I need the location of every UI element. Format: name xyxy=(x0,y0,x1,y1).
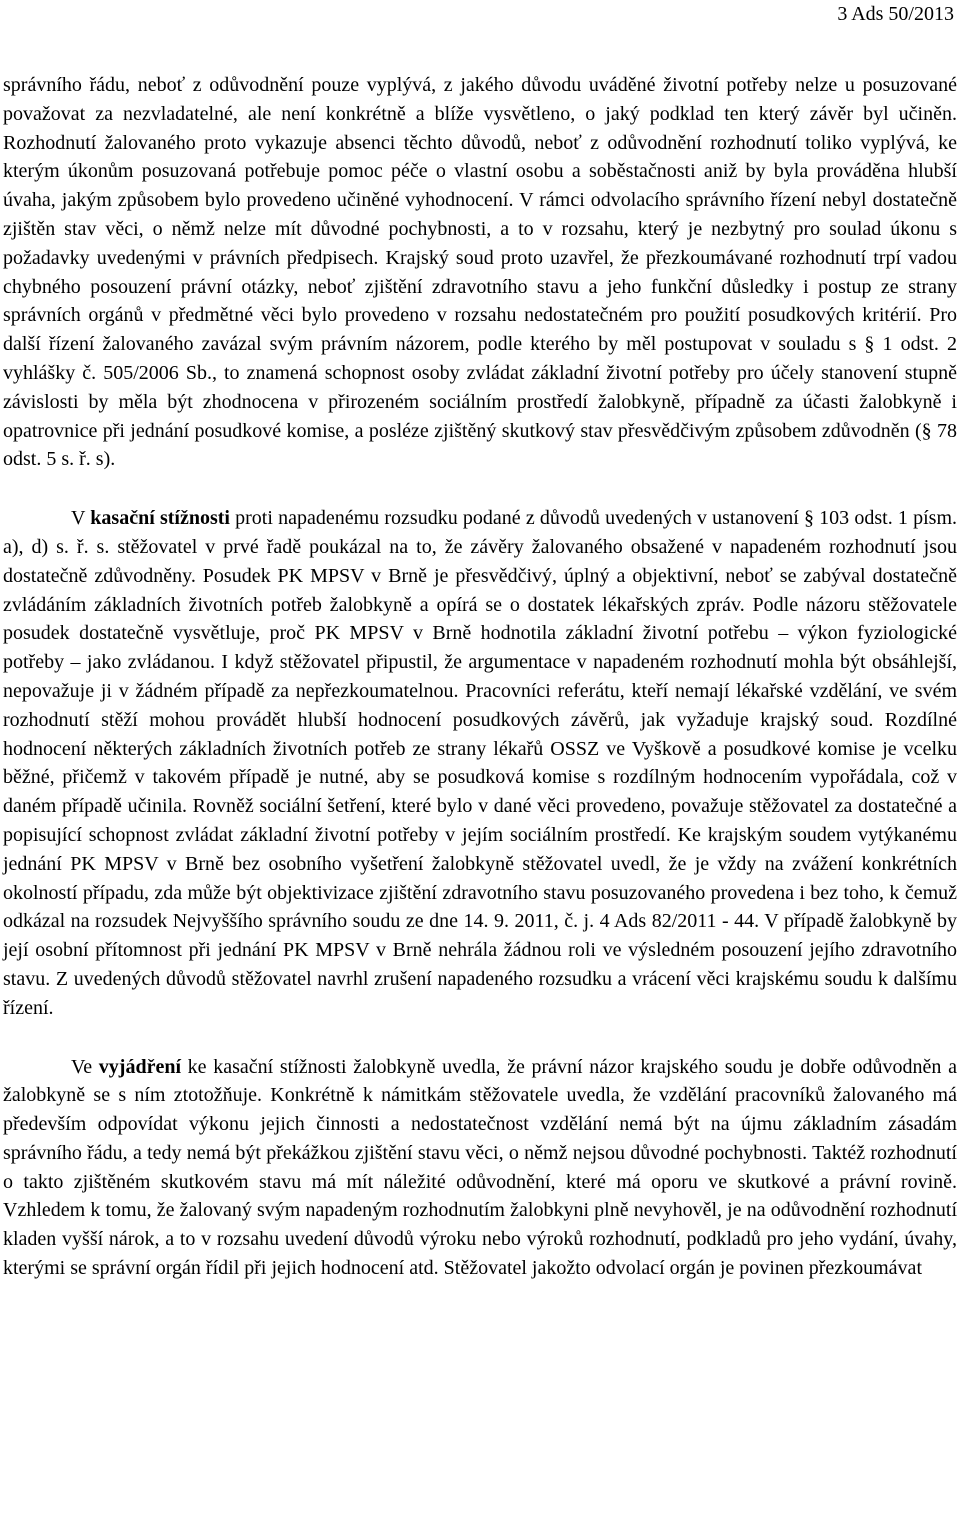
paragraph-lead: Ve xyxy=(71,1055,99,1078)
bold-term-vyjadreni: vyjádření xyxy=(98,1055,181,1078)
case-number-header: 3 Ads 50/2013 xyxy=(837,3,954,25)
paragraph-regional-court-summary: správního řádu, neboť z odůvodnění pouze vyplývá, z jakého důvodu uváděné životní potřeby nelze u posuzované považovat za nezvladatelné, ale není konkrétně a blíže vysvětleno, o jaký podklad ten který závěr byl učiněn. Rozhodnutí žalovaného proto vykazuje absenci těchto důvodů, neboť z odůvodnění rozhodnutí toliko vyplývá, ke kterým úkonům posuzovaná potřebuje pomoc péče o vlastní osobu a soběstačnosti aniž by byla prováděna hlubší úvaha, jakým způsobem bylo provedeno učiněné vyhodnocení. V rámci odvolacího správního řízení nebyl dostatečně zjištěn stav věci, o němž nelze mít důvodné pochybnosti, a to v rozsahu, který je nezbytný pro soulad úkonu s požadavky uvedenými v právních předpisech. Krajský soud proto uzavřel, že přezkoumávané rozhodnutí trpí vadou chybného posouzení právní otázky, neboť zjištění zdravotního stavu a jeho funkční důsledky i postup ze strany správních orgánů v předmětné věci bylo provedeno v rozsahu nedostatečném pro použití posudkových kritérií. Pro další řízení žalovaného zavázal svým právním názorem, podle kterého by měl postupovat v souladu s § 1 odst. 2 vyhlášky č. 505/2006 Sb., to znamená schopnost osoby zvládat základní životní potřeby pro účely stanovení stupně závislosti by měla být zhodnocena v přirozeném sociálním prostředí žalobkyně, případně za účasti žalobkyně i opatrovnice při jednání posudkové komise, a posléze zjištěný skutkový stav přesvědčivým způsobem zdůvodněn (§ 78 odst. 5 s. ř. s). xyxy=(3,74,957,471)
paragraph-rest: ke kasační stížnosti žalobkyně uvedla, že právní názor krajského soudu je dobře odůvodněn a žalobkyně se s ním ztotožňuje. Konkrétně k námitkám stěžovatele uvedla, že vzdělání pracovníků žalovaného má především odpovídat výkonu jejich činnosti a nedostatečnost vzdělání nemá být na újmu základním zásadám správního řádu, a tedy nemá být překážkou zjištění stavu věci, o němž nejsou důvodné pochybnosti. Taktéž rozhodnutí o takto zjištěném skutkovém stavu má mít náležité odůvodnění, které má oporu ve skutkové a právní rovině. Vzhledem k tomu, že žalovaný svým napadeným rozhodnutím žalobkyni plně nevyhověl, je na odůvodnění rozhodnutí kladen vyšší nárok, a to v rozsahu uvedení důvodů výroku nebo výroků rozhodnutí, podkladů pro jeho vydání, úvahy, kterými se správní orgán řídil při jejich hodnocení atd. Stěžovatel jakožto odvolací orgán je povinen přezkoumávat xyxy=(3,1055,957,1280)
paragraph-response xyxy=(3,1053,957,1283)
paragraph-lead: V xyxy=(71,507,91,530)
bold-term-kasacni-stiznost: kasační stížnosti xyxy=(90,507,230,530)
paragraph-cassation-complaint xyxy=(3,504,957,1022)
document-body xyxy=(3,71,957,1283)
paragraph-rest: proti napadenému rozsudku podané z důvodů uvedených v ustanovení § 103 odst. 1 písm. a), d) s. ř. s. stěžovatel v prvé řadě poukázal na to, že závěry žalovaného obsažené v napadeném rozhodnutí jsou dostatečně zdůvodněny. Posudek PK MPSV v Brně je přesvědčivý, úplný a objektivní, neboť se zabýval dostatečně zvládáním základních životních potřeb žalobkyně a opírá se o dostatek lékařských zpráv. Podle názoru stěžovatele posudek dostatečně vysvětluje, proč PK MPSV v Brně hodnotila základní životní potřebu – výkon fyziologické potřeby – jako zvládanou. I když stěžovatel připustil, že argumentace v napadeném rozhodnutí mohla být obsáhlejší, nepovažuje ji v žádném případě za nepřezkoumatelnou. Pracovníci referátu, kteří nemají lékařské vzdělání, ve svém rozhodnutí stěží mohou provádět hlubší hodnocení posudkových závěrů, jak vyžaduje krajský soud. Rozdílné hodnocení některých základních životních potřeb ze strany lékařů OSSZ ve Vyškově a posudkové komise je vcelku běžné, přičemž v takovém případě je nutné, aby se posudková komise s rozdílným hodnocením vypořádala, což v daném případě učinila. Rovněž sociální šetření, které bylo v dané věci provedeno, považuje stěžovatel za dostatečné a popisující schopnost zvládat základní životní potřeby v jejím sociálním prostředí. Ke krajským soudem vytýkanému jednání PK MPSV v Brně bez osobního vyšetření žalobkyně stěžovatel uvedl, že je vždy na zvážení konkrétních okolností případu, zda může být objektivizace zjištění zdravotního stavu posuzovaného provedena i bez toho, k čemuž odkázal na rozsudek Nejvyššího správního soudu ze dne 14. 9. 2011, č. j. 4 Ads 82/2011 - 44. V případě žalobkyně by její osobní přítomnost při jednání PK MPSV v Brně nehrála žádnou roli ve výsledném posouzení jejího zdravotního stavu. Z uvedených důvodů stěžovatel navrhl zrušení napadeného rozsudku a vrácení věci krajskému soudu k dalšímu řízení. xyxy=(3,507,957,1019)
